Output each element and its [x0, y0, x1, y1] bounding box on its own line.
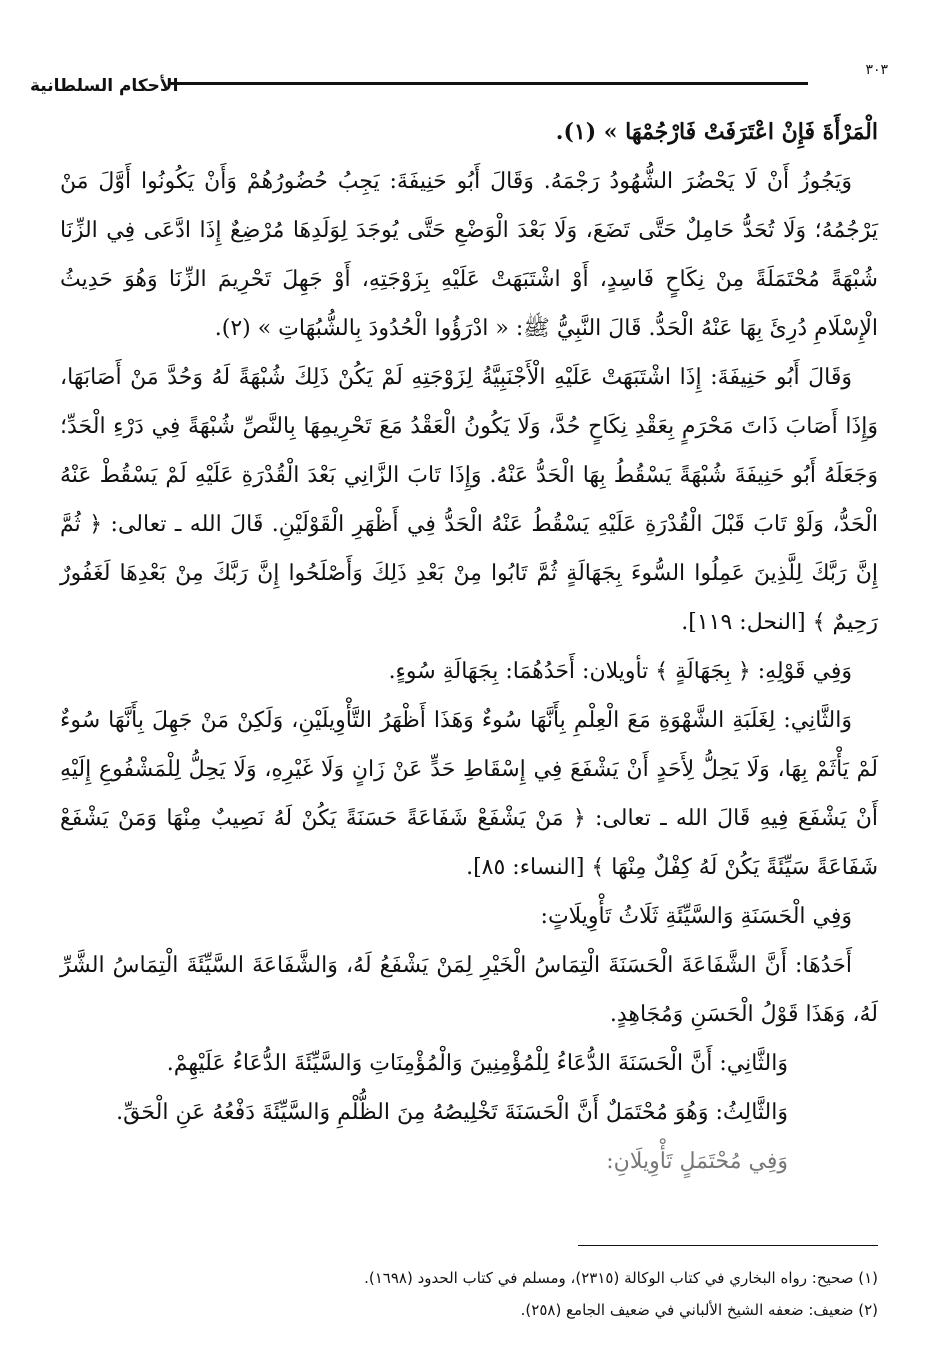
- paragraph-5: وَالثَّانِي: لِغَلَبَةِ الشَّهْوَةِ مَعَ الْعِلْمِ بِأَنَّهَا سُوءٌ وَهَذَا أَظْهَرُ التَّأْوِيلَيْنِ، وَلَكِنْ مَنْ جَهِلَ بِأَنَّهَا سُوءٌ لَمْ يَأْثَمْ بِهَا، وَلَا يَحِلُّ لِأَحَدٍ أَنْ يَشْفَعَ فِي إِسْقَاطِ حَدٍّ عَنْ زَانٍ وَلَا غَيْرِهِ، وَلَا يَحِلُّ لِلْمَشْفُوعِ إِلَيْهِ أَنْ يَشْفَعَ فِيهِ قَالَ الله ـ تعالى: ﴿ مَنْ يَشْفَعْ شَفَاعَةً حَسَنَةً يَكُنْ لَهُ نَصِيبٌ مِنْهَا وَمَنْ يَشْفَعْ شَفَاعَةً سَيِّئَةً يَكُنْ لَهُ كِفْلٌ مِنْهَا ﴾ [النساء: ٨٥].: [60, 708, 878, 880]
- paragraph-3: وَقَالَ أَبُو حَنِيفَةَ: إِذَا اشْتَبَهَتْ عَلَيْهِ الْأَجْنَبِيَّةُ لِزَوْجَتِهِ لَمْ يَكُنْ ذَلِكَ شُبْهَةً لَهُ وَحُدَّ مَنْ أَصَابَهَا، وَإِذَا أَصَابَ ذَاتَ مَحْرَمٍ بِعَقْدِ نِكَاحٍ حُدَّ، وَلَا يَكُونُ الْعَقْدُ مَعَ تَحْرِيمِهَا بِالنَّصِّ شُبْهَةً فِي دَرْءِ الْحَدِّ؛ وَجَعَلَهُ أَبُو حَنِيفَةَ شُبْهَةً يَسْقُطُ بِهَا الْحَدُّ عَنْهُ. وَإِذَا تَابَ الزَّانِي بَعْدَ الْقُدْرَةِ عَلَيْهِ لَمْ يَسْقُطْ عَنْهُ الْحَدُّ، وَلَوْ تَابَ قَبْلَ الْقُدْرَةِ عَلَيْهِ يَسْقُطُ عَنْهُ الْحَدُّ فِي أَظْهَرِ الْقَوْلَيْنِ. قَالَ الله ـ تعالى: ﴿ ثُمَّ إِنَّ رَبَّكَ لِلَّذِينَ عَمِلُوا السُّوءَ بِجَهَالَةٍ ثُمَّ تَابُوا مِنْ بَعْدِ ذَلِكَ وَأَصْلَحُوا إِنَّ رَبَّكَ مِنْ بَعْدِهَا لَغَفُورٌ رَحِيمٌ ﴾ [النحل: ١١٩].: [60, 365, 878, 635]
- paragraph-1: الْمَرْأَةَ فَإِنْ اعْتَرَفَتْ فَارْجُمْهَا » (١).: [555, 119, 878, 145]
- header-rule: [168, 82, 808, 85]
- footnotes: [60, 1245, 878, 1326]
- running-header: [30, 58, 908, 98]
- paragraph-8: وَالثَّانِي: أَنَّ الْحَسَنَةَ الدُّعَاءُ لِلْمُؤْمِنِينَ وَالْمُؤْمِنَاتِ وَالسَّيِّئَةَ الدُّعَاءُ عَلَيْهِمْ.: [166, 1051, 788, 1076]
- page-number: ٣٠٣: [865, 62, 888, 78]
- main-text: [60, 108, 878, 1186]
- footnote-rule: [578, 1245, 878, 1246]
- paragraph-7: أَحَدُهَا: أَنَّ الشَّفَاعَةَ الْحَسَنَةَ الْتِمَاسُ الْخَيْرِ لِمَنْ يَشْفَعُ لَهُ، وَالشَّفَاعَةَ السَّيِّئَةَ الْتِمَاسُ الشَّرِّ لَهُ، وَهَذَا قَوْلُ الْحَسَنِ وَمُجَاهِدٍ.: [60, 953, 878, 1027]
- paragraph-6: وَفِي الْحَسَنَةِ وَالسَّيِّئَةِ ثَلَاثُ تَأْوِيلَاتٍ:: [540, 904, 852, 929]
- paragraph-2: وَيَجُوزُ أَنْ لَا يَحْضُرَ الشُّهُودُ رَجْمَهُ. وَقَالَ أَبُو حَنِيفَةَ: يَجِبُ حُضُورُهُمْ وَأَنْ يَكُونُوا أَوَّلَ مَنْ يَرْجُمُهُ؛ وَلَا تُحَدُّ حَامِلٌ حَتَّى تَضَعَ، وَلَا بَعْدَ الْوَضْعِ حَتَّى يُوجَدَ لِوَلَدِهَا مُرْضِعٌ إِذَا ادَّعَى فِي الزِّنَا شُبْهَةً مُحْتَمَلَةً مِنْ نِكَاحٍ فَاسِدٍ، أَوْ اشْتَبَهَتْ عَلَيْهِ بِزَوْجَتِهِ، أَوْ جَهِلَ تَحْرِيمَ الزِّنَا وَهُوَ حَدِيثُ الْإِسْلَامِ دُرِئَ بِهَا عَنْهُ الْحَدُّ. قَالَ النَّبِيُّ ﷺ: « ادْرَؤُوا الْحُدُودَ بِالشُّبُهَاتِ » (٢).: [60, 169, 878, 341]
- footnote-2: (٢) ضعيف: ضعفه الشيخ الألباني في ضعيف الجامع (٢٥٨).: [520, 1301, 878, 1319]
- paragraph-9: وَالثَّالِثُ: وَهُوَ مُحْتَمَلٌ أَنَّ الْحَسَنَةَ تَخْلِيصُهُ مِنَ الظُّلْمِ وَالسَّيِّئَةَ دَفْعُهُ عَنِ الْحَقِّ.: [116, 1100, 788, 1125]
- paragraph-4: وَفِي قَوْلِهِ: ﴿ بِجَهَالَةٍ ﴾ تأويلان: أَحَدُهُمَا: بِجَهَالَةِ سُوءٍ.: [388, 659, 852, 684]
- paragraph-10: وَفِي مُحْتَمَلٍ تَأْوِيلَانِ:: [606, 1149, 788, 1174]
- footnote-1: (١) صحيح: رواه البخاري في كتاب الوكالة (٢٣١٥)، ومسلم في كتاب الحدود (١٦٩٨).: [364, 1269, 878, 1287]
- book-title: الأحكام السلطانية: [30, 76, 179, 96]
